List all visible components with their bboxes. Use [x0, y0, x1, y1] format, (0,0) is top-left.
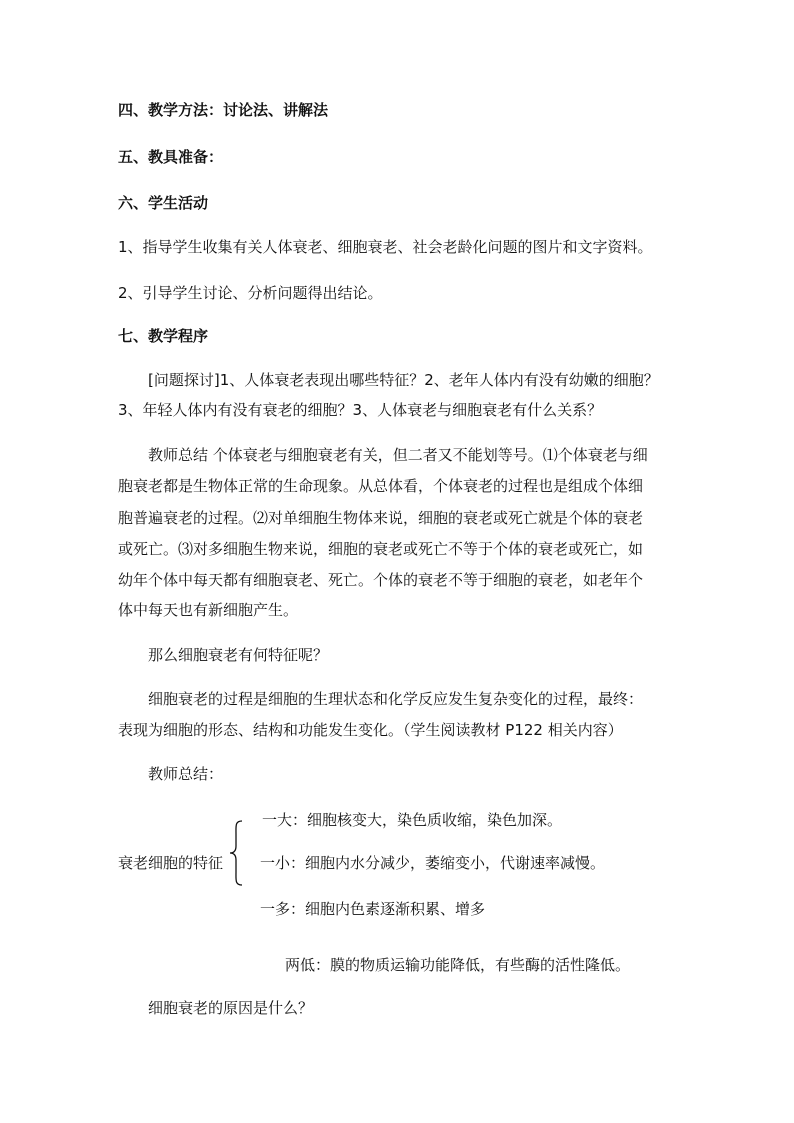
activity-1: 1、指导学生收集有关人体衰老、细胞衰老、社会老龄化问题的图片和文字资料。 [118, 238, 653, 256]
aging-process-line-2: 表现为细胞的形态、结构和功能发生变化。（学生阅读教材 P122 相关内容） [118, 721, 623, 739]
feature-item-small: 一小：细胞内水分减少，萎缩变小，代谢速率减慢。 [260, 854, 606, 872]
summary-line-2: 胞衰老都是生物体正常的生命现象。从总体看，个体衰老的过程也是组成个体细 [118, 477, 644, 495]
summary-line-3: 胞普遍衰老的过程。⑵对单细胞生物体来说，细胞的衰老或死亡就是个体的衰老 [118, 509, 644, 527]
teacher-summary-label: 教师总结： [148, 765, 224, 783]
summary-line-6: 体中每天也有新细胞产生。 [118, 601, 299, 619]
summary-line-5: 幼年个体中每天都有细胞衰老、死亡。个体的衰老不等于细胞的衰老，如老年个 [118, 571, 644, 589]
feature-item-many: 一多：细胞内色素逐渐积累、增多 [260, 900, 486, 918]
activity-2: 2、引导学生讨论、分析问题得出结论。 [118, 284, 383, 302]
summary-line-4: 或死亡。⑶对多细胞生物来说，细胞的衰老或死亡不等于个体的衰老或死亡，如 [118, 540, 644, 558]
aging-process-line-1: 细胞衰老的过程是细胞的生理状态和化学反应发生复杂变化的过程，最终： [148, 690, 644, 708]
heading-teaching-methods: 四、教学方法：讨论法、讲解法 [118, 101, 329, 119]
discussion-line-1: [问题探讨]1、人体衰老表现出哪些特征？2、老年人体内有没有幼嫩的细胞？ [148, 371, 659, 389]
question-causes: 细胞衰老的原因是什么？ [148, 999, 314, 1017]
feature-item-two-low: 两低：膜的物质运输功能降低，有些酶的活性隆低。 [285, 956, 631, 974]
summary-line-1: 教师总结 个体衰老与细胞衰老有关，但二者又不能划等号。⑴个体衰老与细 [148, 446, 648, 464]
feature-item-large: 一大：细胞核变大，染色质收缩，染色加深。 [262, 811, 563, 829]
heading-student-activities: 六、学生活动 [118, 194, 209, 212]
features-label: 衰老细胞的特征 [118, 854, 224, 872]
heading-teaching-procedure: 七、教学程序 [118, 327, 209, 345]
curly-brace-icon [228, 820, 244, 886]
heading-teaching-tools: 五、教具准备： [118, 148, 224, 166]
discussion-line-2: 3、年轻人体内有没有衰老的细胞？3、人体衰老与细胞衰老有什么关系？ [118, 401, 603, 419]
question-features: 那么细胞衰老有何特征呢？ [148, 646, 329, 664]
